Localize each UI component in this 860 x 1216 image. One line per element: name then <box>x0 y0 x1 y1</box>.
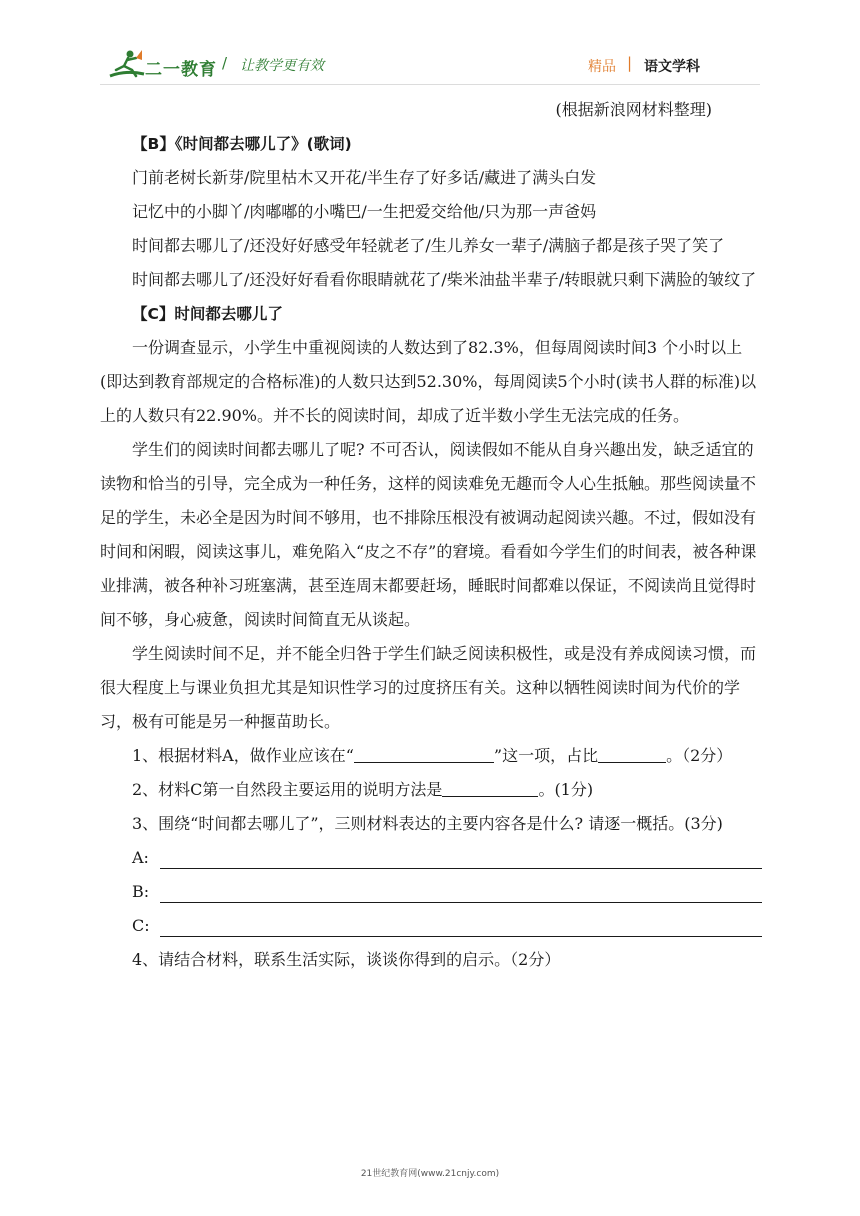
section-c-paragraph: 一份调查显示，小学生中重视阅读的人数达到了82.3%，但每周阅读时间3 个小时以上(即达到教育部规定的合格标准)的人数只达到52.30%，每周阅读5个小时(读书人群的标准)以上的人数只有22.90%。并不长的阅读时间，却成了近半数小学生无法完成的任务。 <box>100 338 757 425</box>
answer-line-a[interactable]: A: <box>100 841 762 875</box>
header-slogan: 让教学更有效 <box>240 58 324 74</box>
document-body <box>100 93 762 977</box>
badge-quality: 精品 <box>588 59 616 75</box>
header-rule <box>100 84 760 85</box>
header-divider: / <box>222 54 228 72</box>
answer-line-c[interactable]: C: <box>100 909 762 943</box>
logo-text: 二一教育 <box>145 60 217 80</box>
lyric-line: 时间都去哪儿了/还没好好看看你眼睛就花了/柴米油盐半辈子/转眼就只剩下满脸的皱纹了 <box>132 270 757 289</box>
badge-divider: | <box>627 54 633 72</box>
q1-blank-item[interactable] <box>354 742 494 763</box>
badge-subject: 语文学科 <box>644 59 700 75</box>
lyric-line: 记忆中的小脚丫/肉嘟嘟的小嘴巴/一生把爱交给他/只为那一声爸妈 <box>132 202 597 221</box>
lyric-line: 门前老树长新芽/院里枯木又开花/半生存了好多话/藏进了满头白发 <box>132 168 597 187</box>
question-2: 2、材料C第一自然段主要运用的说明方法是 。(1分) <box>100 773 762 807</box>
answer-line-b[interactable]: B: <box>100 875 762 909</box>
page-footer: 21世纪教育网(www.21cnjy.com) <box>360 1169 500 1179</box>
section-b-heading: 【B】《时间都去哪儿了》(歌词) <box>132 135 352 153</box>
source-note: (根据新浪网材料整理) <box>555 100 712 119</box>
lyric-line: 时间都去哪儿了/还没好好感受年轻就老了/生儿养女一辈子/满脑子都是孩子哭了笑了 <box>132 236 725 255</box>
section-c-paragraph: 学生们的阅读时间都去哪儿了呢? 不可否认，阅读假如不能从自身兴趣出发，缺乏适宜的读物和恰当的引导，完全成为一种任务，这样的阅读难免无趣而令人心生抵触。那些阅读量不足的学生，未必全是因为时间不够用，也不排除压根没有被调动起阅读兴趣。不过，假如没有时间和闲暇，阅读这事儿，难免陷入“皮之不存”的窘境。看看如今学生们的时间表，被各种课业排满，被各种补习班塞满，甚至连周末都要赶场，睡眠时间都难以保证，不阅读尚且觉得时间不够，身心疲惫，阅读时间简直无从谈起。 <box>100 440 757 629</box>
q1-blank-percent[interactable] <box>598 742 666 763</box>
q2-blank[interactable] <box>442 776 538 797</box>
page-header <box>0 0 860 90</box>
question-1: 1、根据材料A，做作业应该在“ ”这一项，占比 。（2分） <box>100 739 762 773</box>
question-3: 3、围绕“时间都去哪儿了”，三则材料表达的主要内容各是什么? 请逐一概括。(3分) <box>132 814 723 833</box>
question-4: 4、请结合材料，联系生活实际，谈谈你得到的启示。（2分） <box>132 950 561 969</box>
section-c-heading: 【C】时间都去哪儿了 <box>132 305 283 323</box>
section-c-paragraph: 学生阅读时间不足，并不能全归咎于学生们缺乏阅读积极性，或是没有养成阅读习惯，而很大程度上与课业负担尤其是知识性学习的过度挤压有关。这种以牺牲阅读时间为代价的学习，极有可能是另一种揠苗助长。 <box>100 644 757 731</box>
